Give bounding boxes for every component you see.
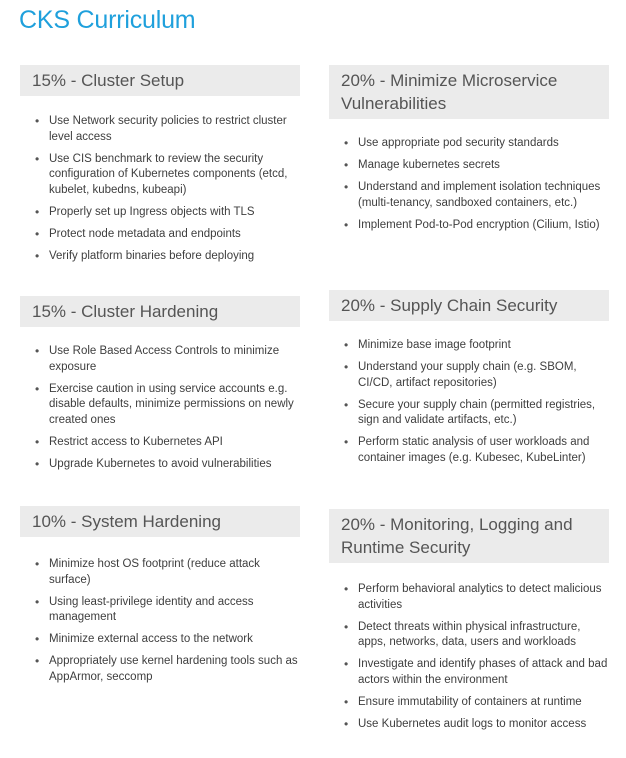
list-item: • Upgrade Kubernetes to avoid vulnerabilities: [35, 457, 300, 473]
section-cluster-hardening: [20, 296, 300, 479]
list-item: • Using least-privilege identity and access management: [35, 595, 300, 626]
section-heading: 15% - Cluster Setup: [20, 65, 300, 96]
section-cluster-setup: [20, 65, 300, 271]
list-item: • Implement Pod-to-Pod encryption (Cilium, Istio): [344, 218, 609, 234]
section-item-list: [20, 557, 300, 685]
section-supply-chain-security: [329, 290, 609, 473]
section-item-list: [329, 136, 609, 233]
list-item: • Understand and implement isolation techniques (multi-tenancy, sandboxed containers, etc.): [344, 180, 609, 211]
list-item: • Manage kubernetes secrets: [344, 158, 609, 174]
section-system-hardening: [20, 506, 300, 692]
section-heading: 20% - Monitoring, Logging and Runtime Security: [329, 509, 609, 563]
list-item: • Appropriately use kernel hardening tools such as AppArmor, seccomp: [35, 654, 300, 685]
section-heading: 20% - Supply Chain Security: [329, 290, 609, 321]
section-item-list: [329, 338, 609, 466]
list-item: • Use Role Based Access Controls to minimize exposure: [35, 344, 300, 375]
section-heading: 20% - Minimize Microservice Vulnerabilities: [329, 65, 609, 119]
page-title: CKS Curriculum: [19, 6, 196, 34]
section-heading: 15% - Cluster Hardening: [20, 296, 300, 327]
list-item: • Use Network security policies to restrict cluster level access: [35, 114, 300, 145]
list-item: • Investigate and identify phases of attack and bad actors within the environment: [344, 657, 609, 688]
list-item: • Secure your supply chain (permitted registries, sign and validate artifacts, etc.): [344, 398, 609, 429]
list-item: • Minimize base image footprint: [344, 338, 609, 354]
list-item: • Verify platform binaries before deploying: [35, 249, 300, 265]
list-item: • Perform static analysis of user workloads and container images (e.g. Kubesec, KubeLinter): [344, 435, 609, 466]
section-item-list: [20, 114, 300, 264]
section-heading: 10% - System Hardening: [20, 506, 300, 537]
list-item: • Minimize external access to the network: [35, 632, 300, 648]
list-item: • Perform behavioral analytics to detect malicious activities: [344, 582, 609, 613]
list-item: • Detect threats within physical infrastructure, apps, networks, data, users and workloads: [344, 620, 609, 651]
section-monitoring-logging: [329, 509, 609, 739]
section-item-list: [20, 344, 300, 472]
list-item: • Use Kubernetes audit logs to monitor access: [344, 717, 609, 733]
list-item: • Exercise caution in using service accounts e.g. disable defaults, minimize permissions on newly created ones: [35, 382, 300, 429]
list-item: • Protect node metadata and endpoints: [35, 227, 300, 243]
list-item: • Properly set up Ingress objects with TLS: [35, 205, 300, 221]
list-item: • Understand your supply chain (e.g. SBOM, CI/CD, artifact repositories): [344, 360, 609, 391]
list-item: • Use appropriate pod security standards: [344, 136, 609, 152]
list-item: • Restrict access to Kubernetes API: [35, 435, 300, 451]
list-item: • Ensure immutability of containers at runtime: [344, 695, 609, 711]
list-item: • Minimize host OS footprint (reduce attack surface): [35, 557, 300, 588]
section-item-list: [329, 582, 609, 732]
list-item: • Use CIS benchmark to review the security configuration of Kubernetes components (etcd, kubelet, kubedns, kubeapi): [35, 152, 300, 199]
section-microservice-vulnerabilities: [329, 65, 609, 240]
